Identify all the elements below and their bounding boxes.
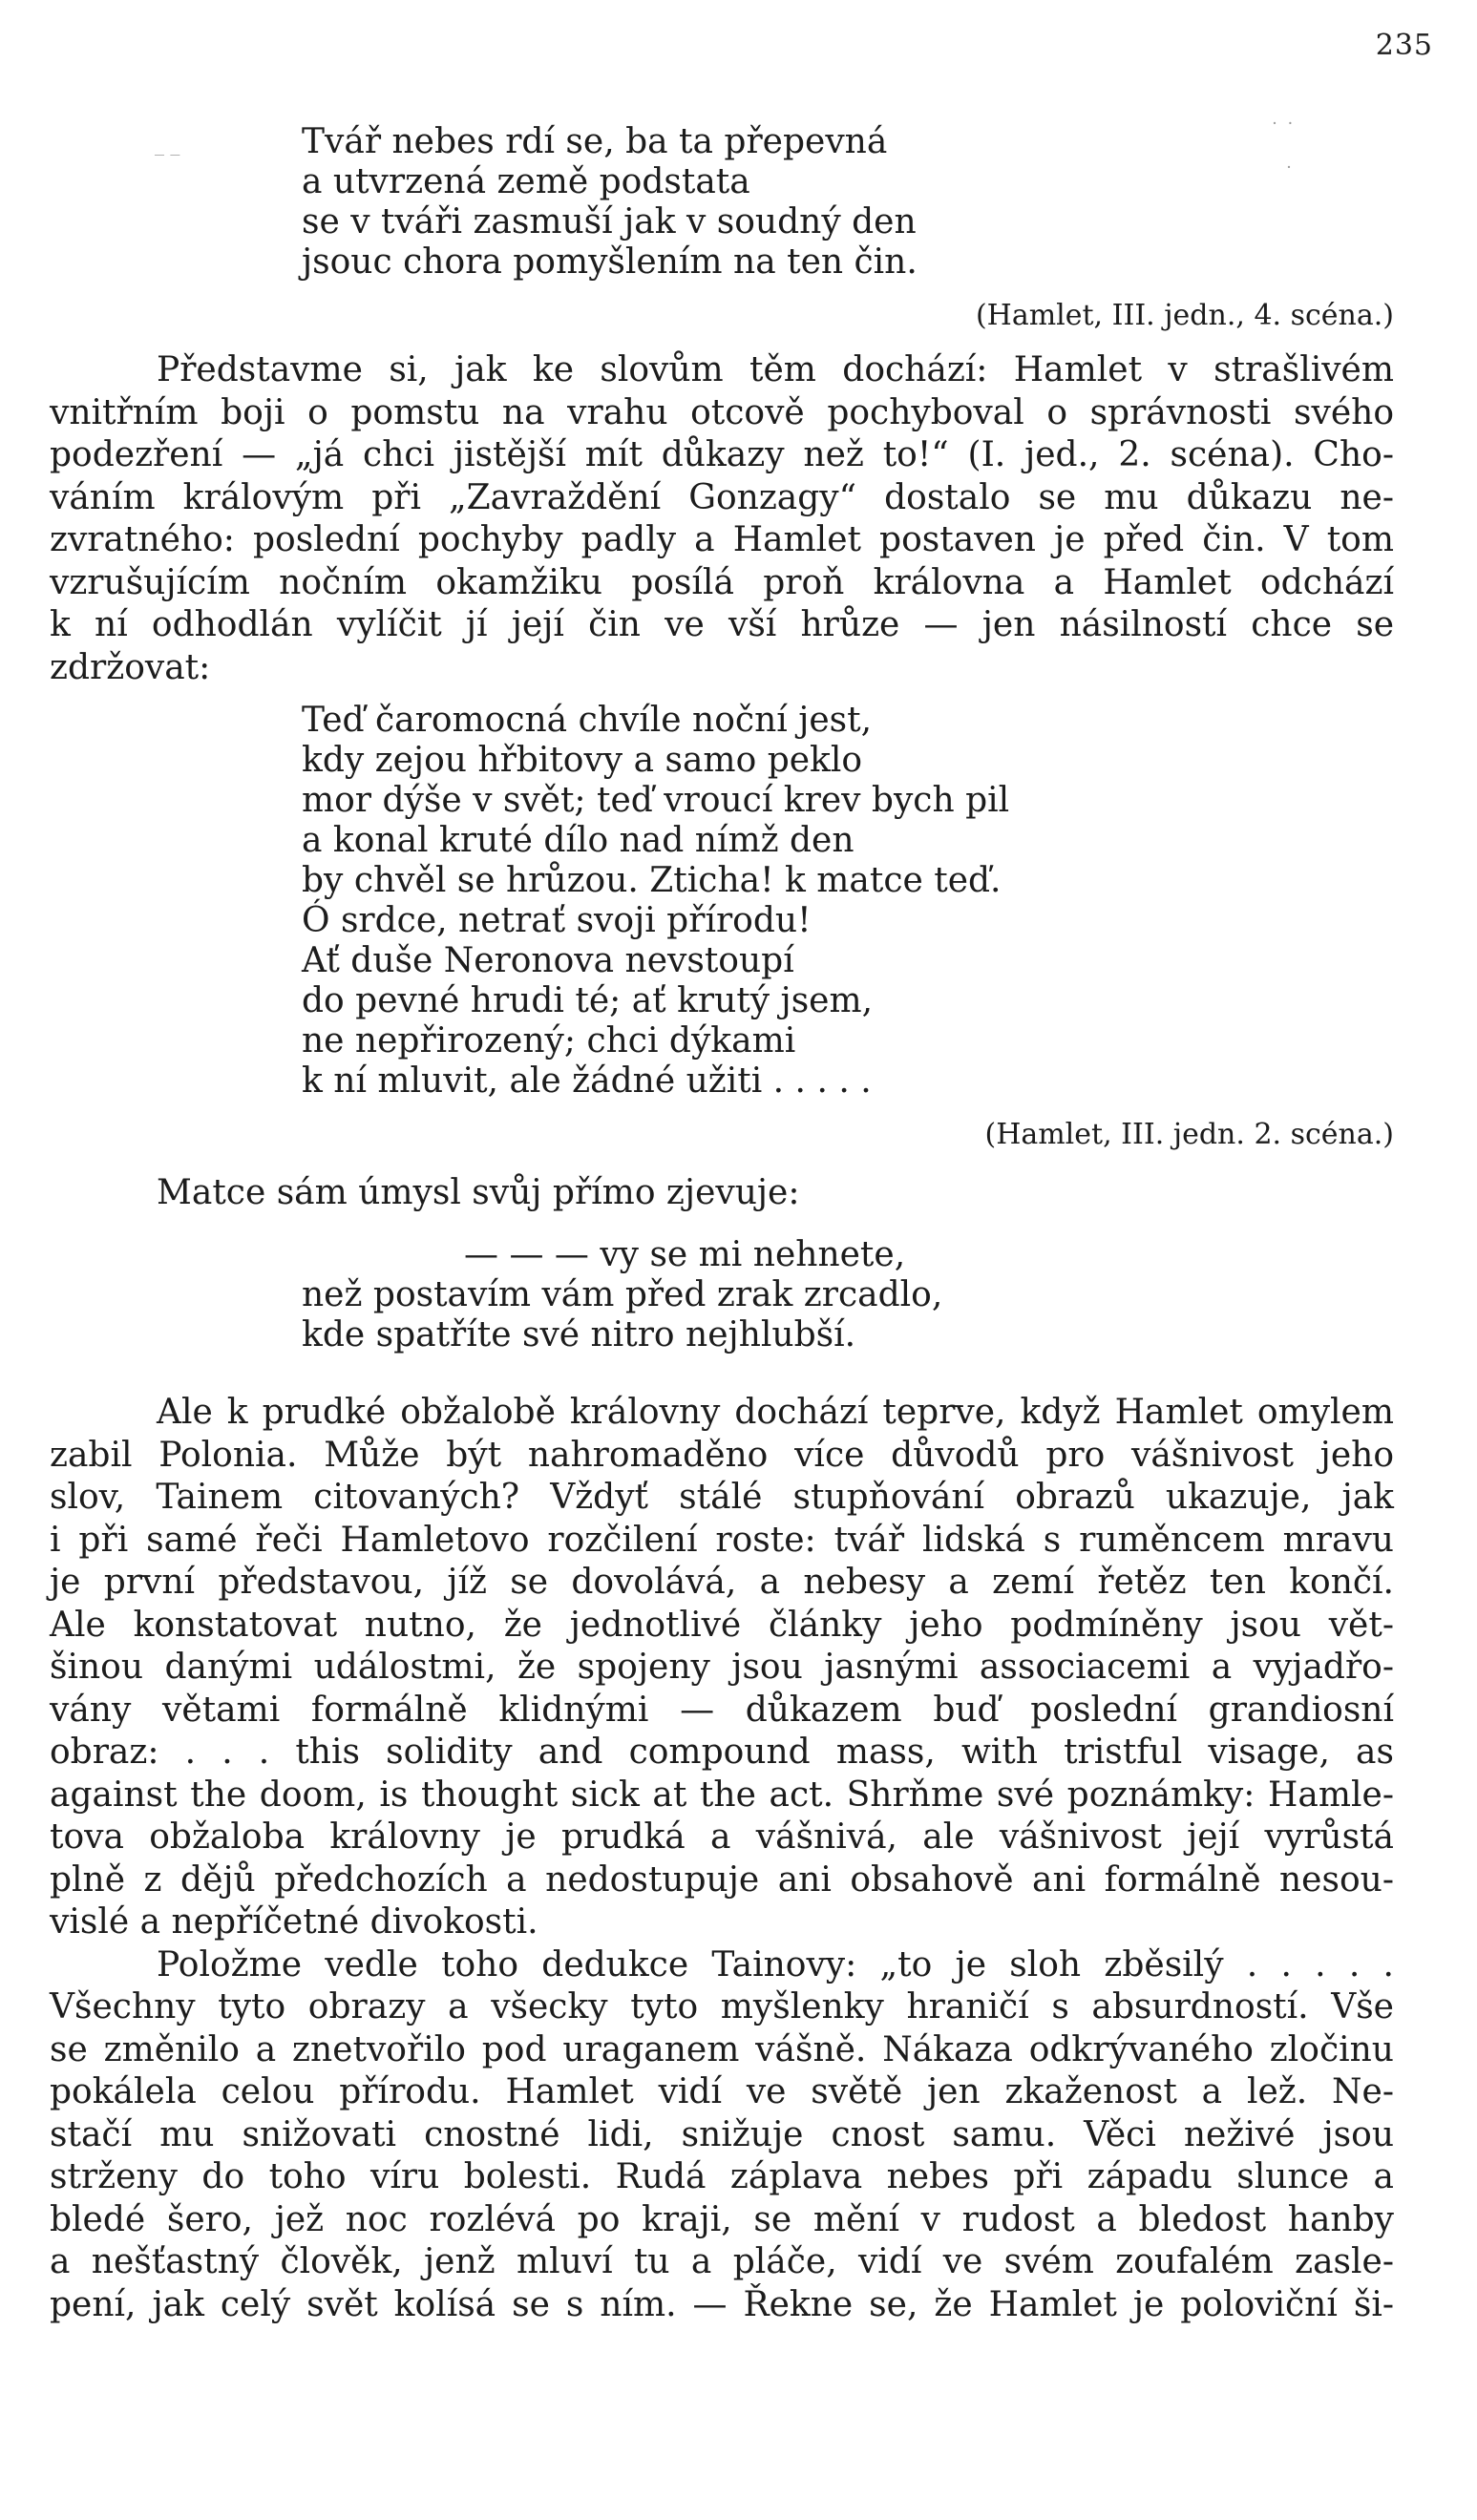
text-line: pení, jak celý svět kolísá se s ním. — Řekne se, že Hamlet je poloviční ši- xyxy=(50,2284,1394,2324)
verse-quote-1 xyxy=(50,122,1394,283)
text-line: zvratného: poslední pochyby padly a Hamlet postaven je před čin. V tom xyxy=(50,520,1394,559)
page-body xyxy=(50,122,1394,2326)
text-line: against the doom, is thought sick at the act. Shrňme své poznámky: Hamle- xyxy=(50,1774,1394,1815)
verse-line: jsouc chora pomyšlením na ten čin. xyxy=(302,242,918,282)
verse-line: kde spatříte své nitro nejhlubší. xyxy=(302,1315,856,1354)
verse-line: Tvář nebes rdí se, ba ta přepevná xyxy=(302,122,888,161)
verse-line: do pevné hrudi té; ať krutý jsem, xyxy=(302,981,874,1020)
verse-line: ne nepřirozený; chci dýkami xyxy=(302,1021,796,1060)
text-line: vislé a nepříčetné divokosti. xyxy=(50,1902,538,1942)
text-line: plně z dějů předchozích a nedostupuje ani obsahově ani formálně nesou- xyxy=(50,1859,1394,1900)
verse-quote-2 xyxy=(50,701,1394,1102)
verse-line: mor dýše v svět; teď vroucí krev bych pil xyxy=(302,781,1010,820)
verse-line: by chvěl se hrůzou. Zticha! k matce teď. xyxy=(302,861,1002,900)
text-line: váním královým při „Zavraždění Gonzagy“ dostalo se mu důkazu ne- xyxy=(50,477,1394,517)
text-line: bledé šero, jež noc rozlévá po kraji, se mění v rudost a bledost hanby xyxy=(50,2199,1394,2239)
verse-line: k ní mluvit, ale žádné užiti . . . . . xyxy=(302,1061,872,1101)
text-line: stačí mu snižovati cnostné lidi, snižuje cnost samu. Věci neživé jsou xyxy=(50,2114,1394,2154)
text-line: vzrušujícím nočním okamžiku posílá proň královna a Hamlet odchází xyxy=(50,562,1394,602)
text-line: vnitřním boji o pomstu na vrahu otcově pochyboval o správnosti svého xyxy=(50,392,1394,432)
text-line: zabil Polonia. Může být nahromaděno více důvodů pro vášnivost jeho xyxy=(50,1435,1394,1475)
paragraph-3 xyxy=(50,1944,1394,2327)
text-line: vány větami formálně klidnými — důkazem buď poslední grandiosní xyxy=(50,1690,1394,1730)
verse-line: Ó srdce, netrať svoji přírodu! xyxy=(302,901,812,940)
verse-line: Teď čaromocná chvíle noční jest, xyxy=(302,701,873,740)
page-number: 235 xyxy=(1375,29,1433,62)
print-speck: ˙ xyxy=(1284,162,1294,185)
lead-sentence: Matce sám úmysl svůj přímo zjevuje: xyxy=(157,1173,800,1212)
text-line: strženy do toho víru bolesti. Rudá záplava nebes při západu slunce a xyxy=(50,2157,1394,2196)
text-line: Všechny tyto obrazy a všecky tyto myšlenky hraničí s absurdností. Vše xyxy=(50,1987,1394,2026)
text-line: Ale k prudké obžalobě královny dochází teprve, když Hamlet omylem xyxy=(157,1393,1394,1432)
verse-quote-3 xyxy=(50,1235,1394,1355)
print-speck: ‾ ‾ xyxy=(155,151,180,174)
text-line: k ní odhodlán vylíčit jí její čin ve vší hrůze — jen násilností chce se xyxy=(50,605,1394,644)
text-line: pokálela celou přírodu. Hamlet vidí ve světě jen zkaženost a lež. Ne- xyxy=(50,2072,1394,2111)
text-line: i při samé řeči Hamletovo rozčilení roste: tvář lidská s ruměncem mravu xyxy=(50,1520,1394,1560)
text-line: šinou danými událostmi, že spojeny jsou jasnými associacemi a vyjadřo- xyxy=(50,1648,1394,1687)
verse-line: — — — vy se mi nehnete, xyxy=(464,1235,906,1274)
text-line: je první představou, jíž se dovolává, a nebesy a zemí řetěz ten končí. xyxy=(50,1563,1394,1602)
paragraph-2 xyxy=(50,1392,1394,1944)
verse-line: kdy zejou hřbitovy a samo peklo xyxy=(302,741,863,780)
text-line: tova obžaloba královny je prudká a vášnivá, ale vášnivost její vyrůstá xyxy=(50,1817,1394,1857)
verse-line: než postavím vám před zrak zrcadlo, xyxy=(302,1275,943,1314)
verse-line: Ať duše Neronova nevstoupí xyxy=(302,941,794,980)
text-line: obraz: . . . this solidity and compound mass, with tristful visage, as xyxy=(50,1732,1394,1772)
verse-line: se v tváři zasmuší jak v soudný den xyxy=(302,202,917,242)
text-line: podezření — „já chci jistější mít důkazy než to!“ (I. jed., 2. scéna). Cho- xyxy=(50,435,1394,474)
paragraph-1 xyxy=(50,349,1394,689)
text-line: Položme vedle toho dedukce Tainovy: „to je sloh zběsilý . . . . . xyxy=(157,1944,1394,1984)
text-line: slov, Tainem citovaných? Vždyť stálé stupňování obrazů ukazuje, jak xyxy=(50,1478,1394,1517)
verse-line: a utvrzená země podstata xyxy=(302,162,750,201)
text-line: Představme si, jak ke slovům těm dochází: Hamlet v strašlivém xyxy=(157,350,1394,389)
text-line: Ale konstatovat nutno, že jednotlivé články jeho podmíněny jsou vět- xyxy=(50,1605,1394,1645)
text-line: se změnilo a znetvořilo pod uraganem vášně. Nákaza odkrývaného zločinu xyxy=(50,2029,1394,2069)
citation-2: (Hamlet, III. jedn. 2. scéna.) xyxy=(984,1118,1394,1151)
text-line: zdržovat: xyxy=(50,647,211,687)
citation-1: (Hamlet, III. jedn., 4. scéna.) xyxy=(975,299,1394,332)
print-speck: ˙ ˙ xyxy=(1270,118,1296,141)
verse-line: a konal kruté dílo nad nímž den xyxy=(302,821,855,860)
text-line: a nešťastný člověk, jenž mluví tu a pláče, vidí ve svém zoufalém zasle- xyxy=(50,2242,1394,2281)
